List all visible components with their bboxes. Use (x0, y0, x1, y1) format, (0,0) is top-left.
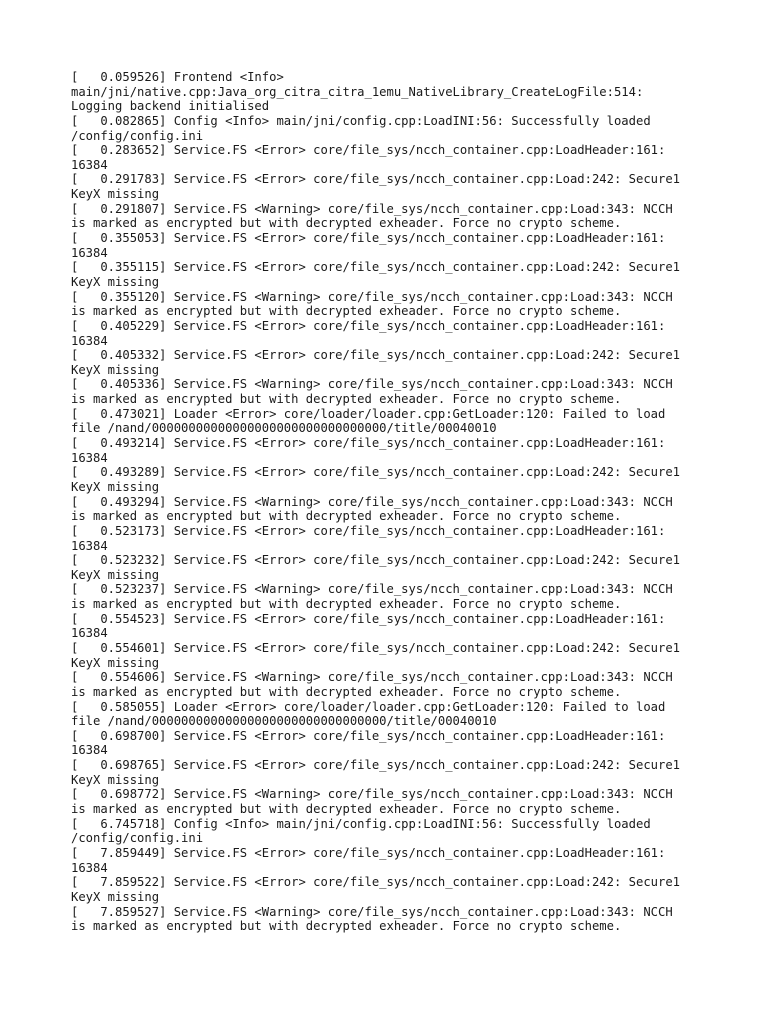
log-line: 16384 (71, 860, 108, 875)
log-line: Logging backend initialised (71, 99, 270, 114)
log-line: is marked as encrypted but with decrypted exheader. Force no crypto scheme. (71, 216, 622, 231)
log-line: [ 0.355115] Service.FS <Error> core/file_sys/ncch_container.cpp:Load:242: Secure1 (71, 260, 681, 275)
log-line: main/jni/native.cpp:Java_org_citra_citra_1emu_NativeLibrary_CreateLogFile:514: (71, 84, 644, 99)
log-line: [ 0.585055] Loader <Error> core/loader/loader.cpp:GetLoader:120: Failed to load (71, 699, 666, 714)
log-line: 16384 (71, 245, 108, 260)
log-line: KeyX missing (71, 187, 160, 202)
log-line: KeyX missing (71, 479, 160, 494)
log-line: KeyX missing (71, 567, 160, 582)
log-line: is marked as encrypted but with decrypted exheader. Force no crypto scheme. (71, 509, 622, 524)
log-line: 16384 (71, 538, 108, 553)
log-line: [ 0.554606] Service.FS <Warning> core/file_sys/ncch_container.cpp:Load:343: NCCH (71, 670, 673, 685)
log-line: [ 0.698700] Service.FS <Error> core/file_sys/ncch_container.cpp:LoadHeader:161: (71, 728, 666, 743)
log-line: KeyX missing (71, 655, 160, 670)
log-line: [ 0.523232] Service.FS <Error> core/file_sys/ncch_container.cpp:Load:242: Secure1 (71, 553, 681, 568)
log-line: [ 0.355120] Service.FS <Warning> core/file_sys/ncch_container.cpp:Load:343: NCCH (71, 289, 673, 304)
log-line: is marked as encrypted but with decrypted exheader. Force no crypto scheme. (71, 919, 622, 934)
log-line: [ 0.355053] Service.FS <Error> core/file_sys/ncch_container.cpp:LoadHeader:161: (71, 231, 666, 246)
log-line: [ 0.698772] Service.FS <Warning> core/file_sys/ncch_container.cpp:Load:343: NCCH (71, 787, 673, 802)
log-line: [ 0.405332] Service.FS <Error> core/file_sys/ncch_container.cpp:Load:242: Secure1 (71, 348, 681, 363)
log-line: [ 0.405229] Service.FS <Error> core/file_sys/ncch_container.cpp:LoadHeader:161: (71, 318, 666, 333)
log-line: [ 0.493294] Service.FS <Warning> core/file_sys/ncch_container.cpp:Load:343: NCCH (71, 494, 673, 509)
log-line: file /nand/00000000000000000000000000000000/title/00040010 (71, 421, 497, 436)
log-line: 16384 (71, 743, 108, 758)
log-line: [ 0.291783] Service.FS <Error> core/file_sys/ncch_container.cpp:Load:242: Secure1 (71, 172, 681, 187)
log-line: [ 0.082865] Config <Info> main/jni/config.cpp:LoadINI:56: Successfully loaded (71, 113, 651, 128)
log-line: is marked as encrypted but with decrypted exheader. Force no crypto scheme. (71, 684, 622, 699)
log-output (71, 70, 751, 934)
log-line: is marked as encrypted but with decrypted exheader. Force no crypto scheme. (71, 304, 622, 319)
log-line: [ 7.859449] Service.FS <Error> core/file_sys/ncch_container.cpp:LoadHeader:161: (71, 845, 666, 860)
log-line: [ 6.745718] Config <Info> main/jni/config.cpp:LoadINI:56: Successfully loaded (71, 816, 651, 831)
log-line: [ 0.698765] Service.FS <Error> core/file_sys/ncch_container.cpp:Load:242: Secure1 (71, 758, 681, 773)
log-line: KeyX missing (71, 274, 160, 289)
log-line: KeyX missing (71, 889, 160, 904)
log-line: [ 0.405336] Service.FS <Warning> core/file_sys/ncch_container.cpp:Load:343: NCCH (71, 377, 673, 392)
log-line: [ 0.523173] Service.FS <Error> core/file_sys/ncch_container.cpp:LoadHeader:161: (71, 523, 666, 538)
log-line: is marked as encrypted but with decrypted exheader. Force no crypto scheme. (71, 597, 622, 612)
log-line: 16384 (71, 626, 108, 641)
log-line: is marked as encrypted but with decrypted exheader. Force no crypto scheme. (71, 802, 622, 817)
log-line: [ 0.493214] Service.FS <Error> core/file_sys/ncch_container.cpp:LoadHeader:161: (71, 436, 666, 451)
log-line: [ 0.493289] Service.FS <Error> core/file_sys/ncch_container.cpp:Load:242: Secure1 (71, 465, 681, 480)
log-line: [ 0.554523] Service.FS <Error> core/file_sys/ncch_container.cpp:LoadHeader:161: (71, 611, 666, 626)
log-line: [ 0.283652] Service.FS <Error> core/file_sys/ncch_container.cpp:LoadHeader:161: (71, 143, 666, 158)
log-line: /config/config.ini (71, 831, 204, 846)
log-line: 16384 (71, 333, 108, 348)
log-line: file /nand/00000000000000000000000000000000/title/00040010 (71, 714, 497, 729)
log-line: [ 0.059526] Frontend <Info> (71, 70, 284, 84)
log-line: [ 7.859527] Service.FS <Warning> core/file_sys/ncch_container.cpp:Load:343: NCCH (71, 904, 673, 919)
log-line: [ 0.291807] Service.FS <Warning> core/file_sys/ncch_container.cpp:Load:343: NCCH (71, 201, 673, 216)
log-line: /config/config.ini (71, 128, 204, 143)
log-line: is marked as encrypted but with decrypted exheader. Force no crypto scheme. (71, 392, 622, 407)
log-line: [ 0.473021] Loader <Error> core/loader/loader.cpp:GetLoader:120: Failed to load (71, 406, 666, 421)
log-line: 16384 (71, 450, 108, 465)
log-line: 16384 (71, 157, 108, 172)
log-line: [ 0.554601] Service.FS <Error> core/file_sys/ncch_container.cpp:Load:242: Secure1 (71, 640, 681, 655)
log-line: [ 0.523237] Service.FS <Warning> core/file_sys/ncch_container.cpp:Load:343: NCCH (71, 582, 673, 597)
log-line: KeyX missing (71, 772, 160, 787)
log-line: KeyX missing (71, 362, 160, 377)
log-line: [ 7.859522] Service.FS <Error> core/file_sys/ncch_container.cpp:Load:242: Secure1 (71, 875, 681, 890)
